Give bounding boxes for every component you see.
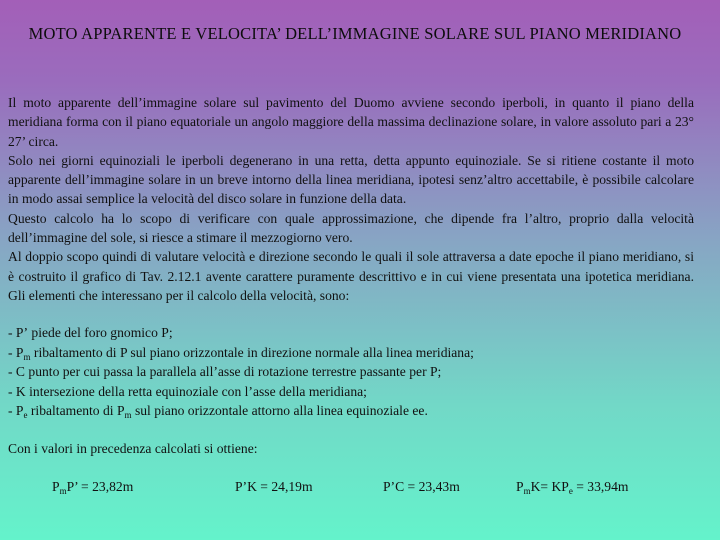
- definition-item: [8, 323, 698, 343]
- definition-text: sul piano orizzontale attorno alla linea equinoziale ee.: [131, 403, 428, 419]
- definition-text: punto per cui passa la parallela all’asse di rotazione terrestre passante per P;: [25, 364, 442, 380]
- paragraph-1: Il moto apparente dell’immagine solare sul pavimento del Duomo avviene secondo iperboli, in quanto il piano della meridiana forma con il piano equatoriale un angolo maggiore della massima declinazione solare, in valore assoluto pari a 23° 27’ circa.: [8, 95, 694, 149]
- definition-text: piede del foro gnomico P;: [28, 325, 173, 340]
- page-title: MOTO APPARENTE E VELOCITA’ DELL’IMMAGINE SOLARE SUL PIANO MERIDIANO: [28, 24, 682, 43]
- result-value: $P_mK= KP_e = 33,94m$: [516, 479, 629, 496]
- definition-symbol: - C: [8, 364, 25, 380]
- paragraph-2: Solo nei giorni equinoziali le iperboli degenerano in una retta, detta appunto equinoziale. Se si ritiene costante il moto apparente dell’immagine solare in un breve intorno della linea meridiana, ipotesi senz’altro accettabile, è possibile calcolare in modo assai semplice la velocità del disco solare in funzione della data.: [8, 152, 694, 207]
- definition-text: ribaltamento di P sul piano orizzontale in direzione normale alla linea meridiana;: [30, 344, 474, 360]
- definition-subscript: m: [124, 410, 132, 421]
- definition-item: [8, 362, 698, 382]
- definition-text: intersezione della retta equinoziale con l’asse della meridiana;: [25, 383, 367, 399]
- definition-subscript: e: [23, 410, 28, 421]
- definition-symbol: - K: [8, 383, 26, 399]
- result-value: $P_mP$’ = 23,82m: [52, 479, 134, 496]
- result-value: P’K = 24,19m: [235, 479, 313, 494]
- definition-symbol: - P: [8, 403, 24, 419]
- paragraph-4: Al doppio scopo quindi di valutare velocità e direzione secondo le quali il sole attraversa a date epoche il piano meridiano, si è costruito il grafico di Tav. 2.12.1 avente carattere puramente descrittivo e in cui viene presentata una ipotetica meridiana. Gli elementi che interessano per il calcolo della velocità, sono:: [8, 249, 694, 303]
- body-text: [8, 93, 694, 305]
- definition-list: [8, 323, 698, 421]
- definition-item: [8, 343, 698, 363]
- definition-symbol: - P’: [8, 325, 29, 340]
- paragraph-3: Questo calcolo ha lo scopo di verificare con quale approssimazione, che dipende fra l’altro, proprio dalla velocità dell’immagine del sole, si riesce a stimare il mezzogiorno vero.: [8, 210, 694, 246]
- definition-item: [8, 401, 698, 421]
- definition-symbol: - P: [8, 344, 24, 360]
- results-intro: Con i valori in precedenza calcolati si ottiene:: [8, 441, 258, 456]
- definition-text: ribaltamento di P: [27, 403, 125, 419]
- definition-subscript: m: [23, 351, 31, 362]
- result-value: P’C = 23,43m: [383, 479, 460, 494]
- definition-item: [8, 382, 698, 402]
- results-row: [0, 479, 720, 499]
